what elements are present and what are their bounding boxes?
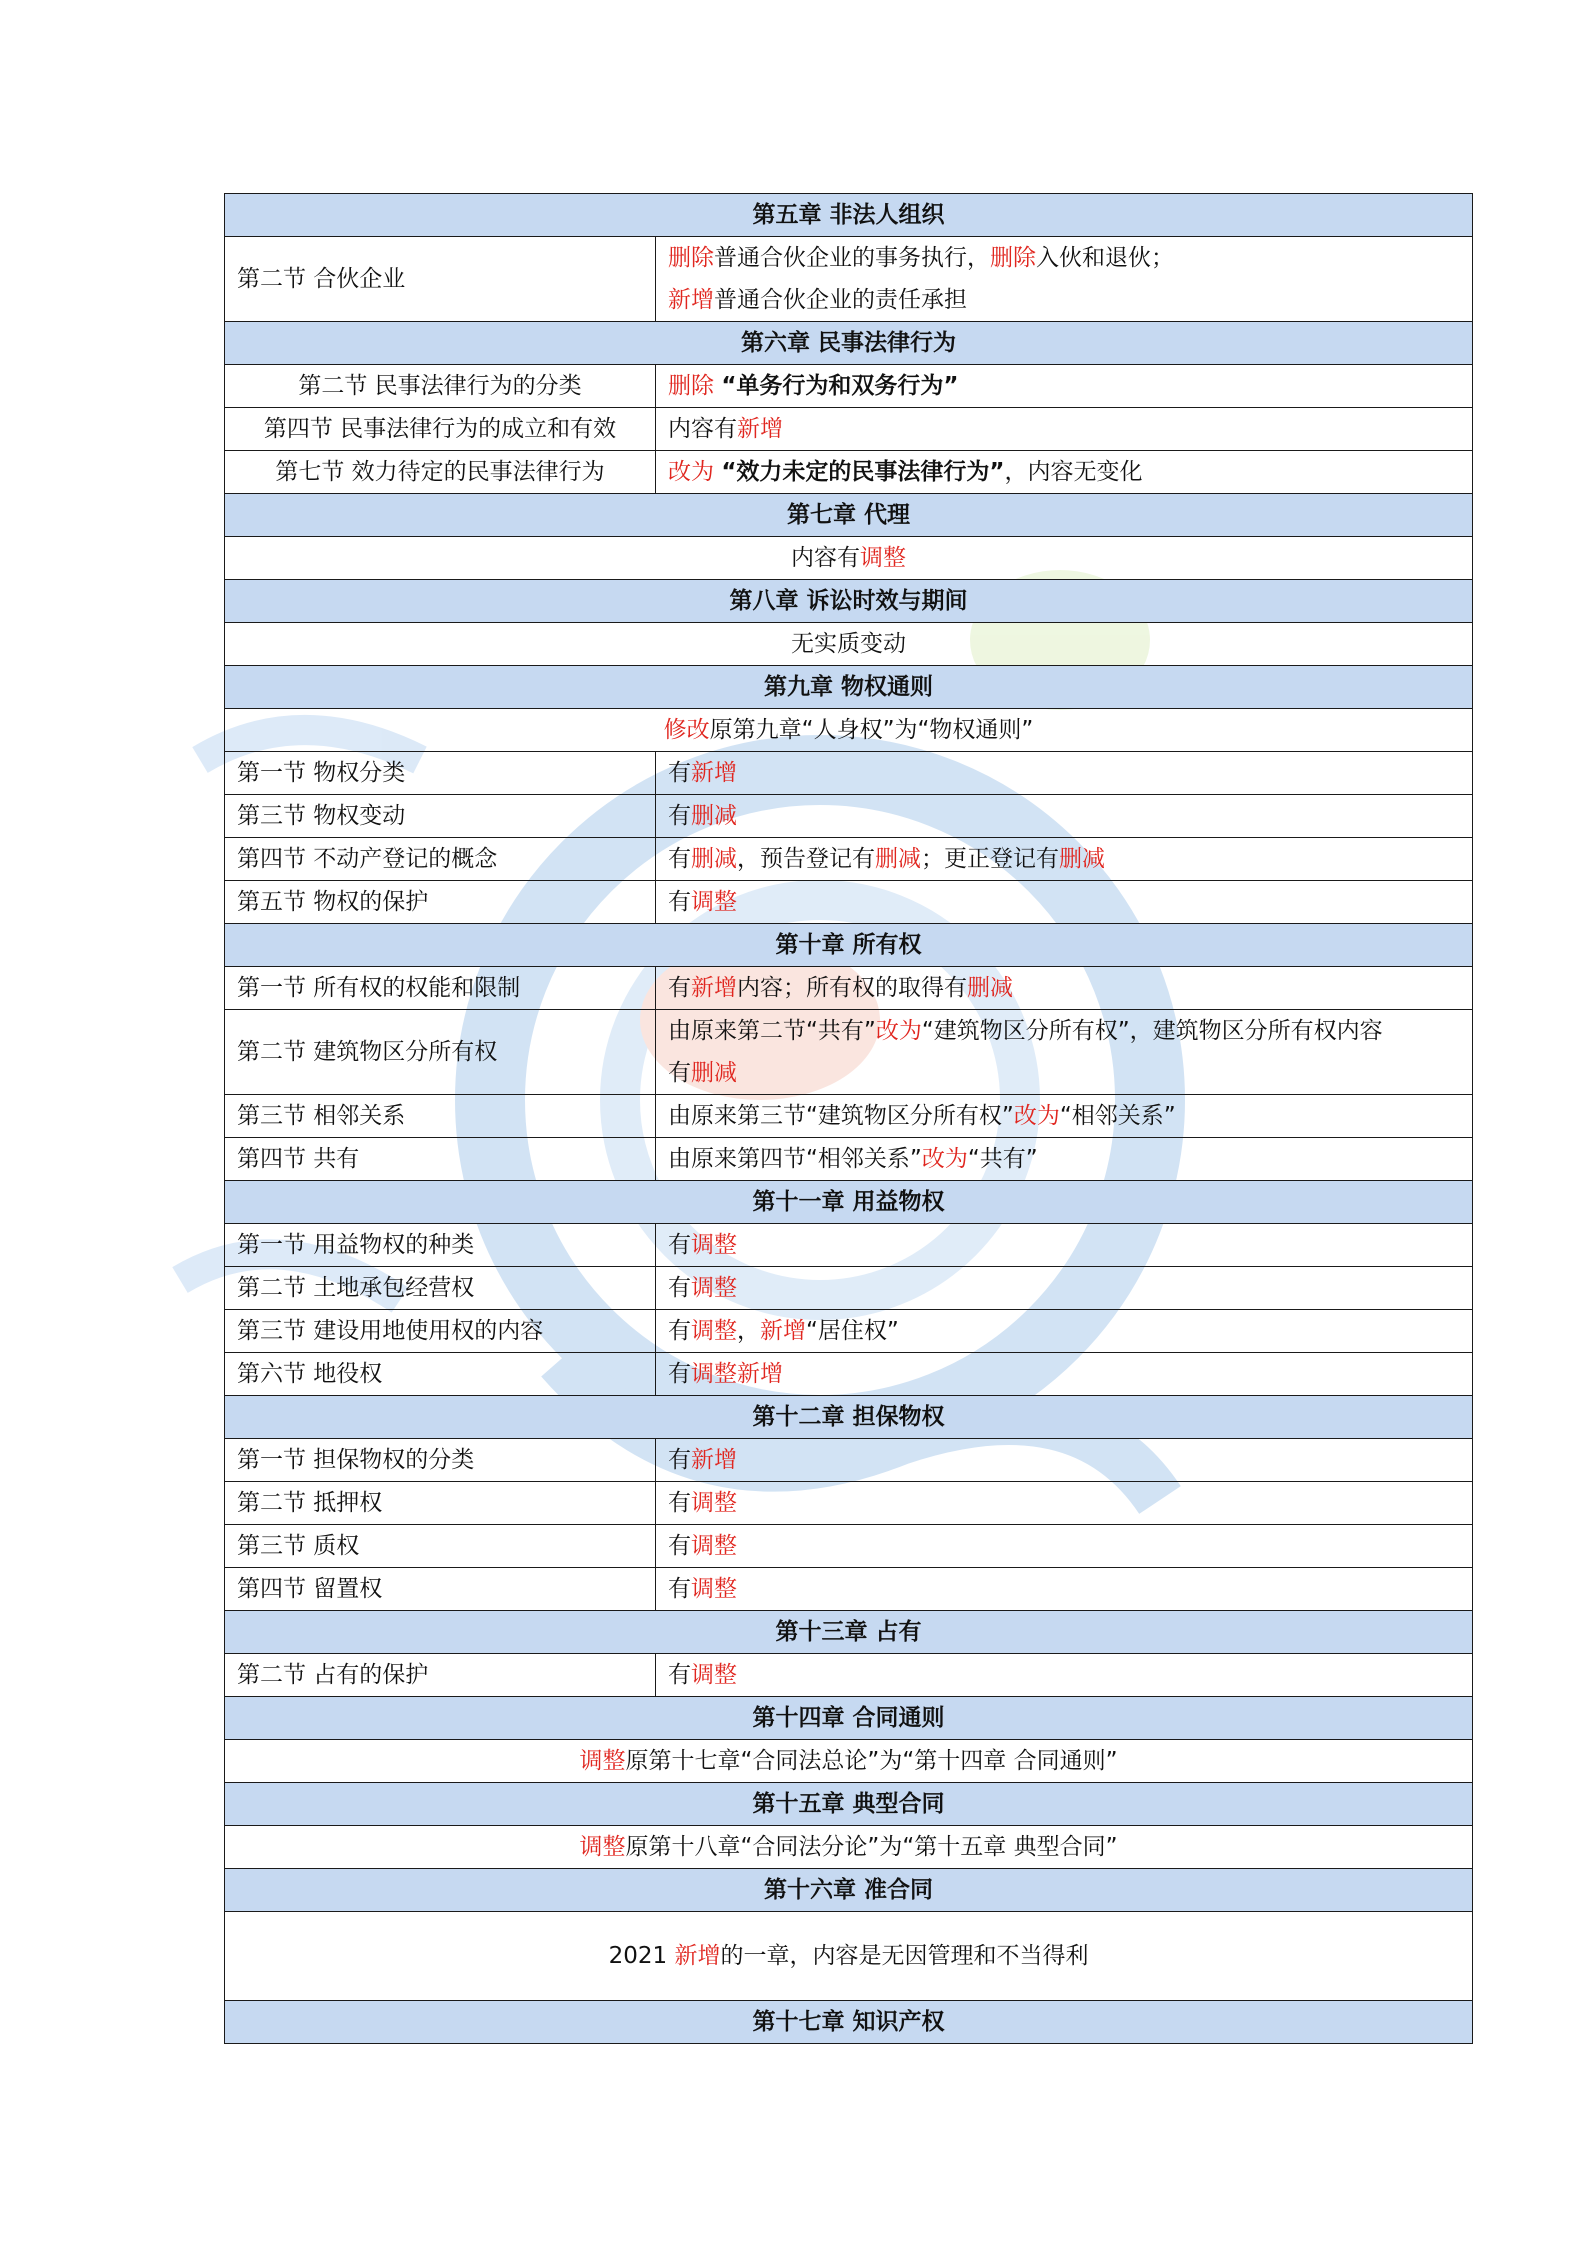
change-keyword: 删减 <box>875 846 921 872</box>
cell-text: 有 <box>668 1060 691 1086</box>
section-name: 第三节 相邻关系 <box>225 1095 656 1138</box>
section-row <box>225 451 1473 494</box>
section-name: 第三节 物权变动 <box>225 795 656 838</box>
section-row <box>225 838 1473 881</box>
cell-text: 原第九章“人身权”为“物权通则” <box>709 717 1034 743</box>
cell-text: ，预告登记有 <box>737 846 875 872</box>
chapter-title: 第八章 诉讼时效与期间 <box>225 580 1473 623</box>
change-line <box>668 279 1460 321</box>
chapter-header-row <box>225 494 1473 537</box>
section-name: 第六节 地役权 <box>225 1353 656 1396</box>
chapter-title: 第六章 民事法律行为 <box>225 322 1473 365</box>
section-row <box>225 1482 1473 1525</box>
section-name: 第一节 物权分类 <box>225 752 656 795</box>
cell-text: 普通合伙企业的事务执行， <box>714 245 990 271</box>
section-change <box>656 451 1473 494</box>
cell-text: “建筑物区分所有权”，建筑物区分所有权内容 <box>921 1018 1383 1044</box>
change-line <box>668 1525 1460 1567</box>
change-line <box>668 795 1460 837</box>
section-change <box>656 881 1473 924</box>
chapter-summary <box>225 537 1473 580</box>
chapter-header-row <box>225 666 1473 709</box>
cell-text: 有 <box>668 803 691 829</box>
section-change <box>656 1654 1473 1697</box>
change-line <box>668 838 1460 880</box>
chapter-summary <box>225 1740 1473 1783</box>
change-keyword: 删除 <box>668 373 714 399</box>
chapter-header-row <box>225 1611 1473 1654</box>
section-change <box>656 967 1473 1010</box>
section-change <box>656 1439 1473 1482</box>
change-keyword: 调整 <box>691 889 737 915</box>
change-keyword: 改为 <box>668 459 714 485</box>
section-name: 第三节 质权 <box>225 1525 656 1568</box>
cell-text: 内容有 <box>668 416 737 442</box>
change-keyword: 调整 <box>579 1834 626 1860</box>
chapter-title: 第十章 所有权 <box>225 924 1473 967</box>
chapter-summary-row <box>225 1826 1473 1869</box>
section-change <box>656 795 1473 838</box>
chapter-summary <box>225 709 1473 752</box>
change-keyword: 新增 <box>691 1447 737 1473</box>
section-row <box>225 1310 1473 1353</box>
chapter-header-row <box>225 1869 1473 1912</box>
cell-text: 有 <box>668 1447 691 1473</box>
change-keyword: 调整 <box>860 545 906 571</box>
chapter-summary <box>225 1826 1473 1869</box>
cell-text: 有 <box>668 760 691 786</box>
section-row <box>225 967 1473 1010</box>
chapter-header-row <box>225 1181 1473 1224</box>
cell-text: 有 <box>668 1662 691 1688</box>
section-change <box>656 1568 1473 1611</box>
cell-text: 内容；所有权的取得有 <box>737 975 967 1001</box>
section-change <box>656 1138 1473 1181</box>
change-line <box>668 967 1460 1009</box>
change-keyword: 调整 <box>691 1275 737 1301</box>
cell-text: 有 <box>668 1232 691 1258</box>
change-keyword: 调整 <box>579 1748 626 1774</box>
change-keyword: 调整 <box>691 1232 737 1258</box>
change-keyword: 删减 <box>691 803 737 829</box>
change-keyword: 调整 <box>691 1490 737 1516</box>
section-row <box>225 1654 1473 1697</box>
chapter-title: 第九章 物权通则 <box>225 666 1473 709</box>
chapter-header-row <box>225 2001 1473 2044</box>
change-line <box>668 365 1460 407</box>
section-name: 第二节 抵押权 <box>225 1482 656 1525</box>
cell-text: 的一章，内容是无因管理和不当得利 <box>720 1943 1089 1969</box>
section-row <box>225 408 1473 451</box>
cell-text: 有 <box>668 846 691 872</box>
cell-text: 有 <box>668 1361 691 1387</box>
section-row <box>225 752 1473 795</box>
cell-text: 有 <box>668 975 691 1001</box>
section-name: 第二节 建筑物区分所有权 <box>225 1010 656 1095</box>
section-change <box>656 1010 1473 1095</box>
section-name: 第二节 土地承包经营权 <box>225 1267 656 1310</box>
section-name: 第四节 共有 <box>225 1138 656 1181</box>
change-keyword: 删减 <box>1059 846 1105 872</box>
cell-text: 2021 <box>608 1943 675 1969</box>
section-row <box>225 1353 1473 1396</box>
section-change <box>656 1310 1473 1353</box>
chapter-title: 第十六章 准合同 <box>225 1869 1473 1912</box>
change-keyword: 删减 <box>967 975 1013 1001</box>
section-change <box>656 1224 1473 1267</box>
change-keyword: 调整 <box>691 1662 737 1688</box>
change-line <box>668 1654 1460 1696</box>
chapter-summary-row <box>225 709 1473 752</box>
change-line <box>668 752 1460 794</box>
change-keyword: 删除 <box>990 245 1036 271</box>
chapter-header-row <box>225 924 1473 967</box>
change-line <box>668 1568 1460 1610</box>
section-row <box>225 1138 1473 1181</box>
change-keyword: 改为 <box>1013 1103 1060 1129</box>
section-change <box>656 1095 1473 1138</box>
change-line <box>668 1052 1460 1094</box>
chapter-title: 第十七章 知识产权 <box>225 2001 1473 2044</box>
change-keyword: 修改 <box>663 717 710 743</box>
change-keyword: 新增 <box>737 416 783 442</box>
change-keyword: 调整 <box>691 1533 737 1559</box>
change-keyword: 新增 <box>668 287 714 313</box>
change-line <box>668 1138 1460 1180</box>
cell-text: ；更正登记有 <box>921 846 1059 872</box>
change-line <box>668 1310 1460 1352</box>
section-row <box>225 1525 1473 1568</box>
section-name: 第五节 物权的保护 <box>225 881 656 924</box>
cell-text: 由原来第二节“共有” <box>668 1018 876 1044</box>
chapter-title: 第十二章 担保物权 <box>225 1396 1473 1439</box>
change-keyword: 调整 <box>691 1576 737 1602</box>
cell-text: 原第十七章“合同法总论”为“第十四章 合同通则” <box>625 1748 1118 1774</box>
section-change <box>656 1353 1473 1396</box>
cell-text: “共有” <box>967 1146 1038 1172</box>
chapter-title: 第十四章 合同通则 <box>225 1697 1473 1740</box>
section-row <box>225 1267 1473 1310</box>
change-line <box>668 237 1460 279</box>
chapter-title: 第十五章 典型合同 <box>225 1783 1473 1826</box>
section-row <box>225 1439 1473 1482</box>
chapter-title: 第十三章 占有 <box>225 1611 1473 1654</box>
section-row <box>225 237 1473 322</box>
section-name: 第七节 效力待定的民事法律行为 <box>225 451 656 494</box>
change-line <box>668 408 1460 450</box>
cell-text: 由原来第四节“相邻关系” <box>668 1146 922 1172</box>
change-keyword: 新增 <box>691 975 737 1001</box>
cell-text: ， <box>737 1318 760 1344</box>
change-keyword: 删除 <box>668 245 714 271</box>
section-row <box>225 1224 1473 1267</box>
cell-text: 有 <box>668 1318 691 1344</box>
section-change <box>656 365 1473 408</box>
chapter-header-row <box>225 580 1473 623</box>
chapter-title: 第七章 代理 <box>225 494 1473 537</box>
section-name: 第一节 用益物权的种类 <box>225 1224 656 1267</box>
change-keyword: 调整新增 <box>691 1361 783 1387</box>
cell-text: 有 <box>668 889 691 915</box>
section-change <box>656 752 1473 795</box>
section-change <box>656 408 1473 451</box>
cell-text: 无实质变动 <box>791 631 906 657</box>
cell-text: “居住权” <box>806 1318 899 1344</box>
cell-text: 有 <box>668 1533 691 1559</box>
section-change <box>656 1482 1473 1525</box>
chapter-title: 第十一章 用益物权 <box>225 1181 1473 1224</box>
change-line <box>668 1267 1460 1309</box>
change-keyword: 新增 <box>674 1943 721 1969</box>
chapter-header-row <box>225 1396 1473 1439</box>
change-keyword: 删减 <box>691 1060 737 1086</box>
section-change <box>656 237 1473 322</box>
section-row <box>225 881 1473 924</box>
section-name: 第一节 所有权的权能和限制 <box>225 967 656 1010</box>
section-name: 第四节 民事法律行为的成立和有效 <box>225 408 656 451</box>
chapter-header-row <box>225 1697 1473 1740</box>
section-row <box>225 365 1473 408</box>
change-line <box>668 451 1460 493</box>
section-name: 第二节 民事法律行为的分类 <box>225 365 656 408</box>
section-row <box>225 1010 1473 1095</box>
section-change <box>656 1525 1473 1568</box>
cell-text: “相邻关系” <box>1059 1103 1176 1129</box>
chapter-summary-row <box>225 623 1473 666</box>
change-line <box>668 1353 1460 1395</box>
change-keyword: 新增 <box>691 760 737 786</box>
section-row <box>225 795 1473 838</box>
section-name: 第四节 留置权 <box>225 1568 656 1611</box>
change-line <box>668 1439 1460 1481</box>
section-row <box>225 1095 1473 1138</box>
section-name: 第一节 担保物权的分类 <box>225 1439 656 1482</box>
chapter-title: 第五章 非法人组织 <box>225 194 1473 237</box>
emphasis-text: “单务行为和双务行为” <box>721 373 959 399</box>
chapter-summary-row <box>225 537 1473 580</box>
cell-text: ，内容无变化 <box>1004 459 1143 485</box>
change-keyword: 改为 <box>875 1018 922 1044</box>
section-name: 第三节 建设用地使用权的内容 <box>225 1310 656 1353</box>
chapter-header-row <box>225 194 1473 237</box>
cell-text: 有 <box>668 1275 691 1301</box>
cell-text: 入伙和退伙； <box>1036 245 1174 271</box>
change-line <box>668 1010 1460 1052</box>
section-name: 第四节 不动产登记的概念 <box>225 838 656 881</box>
change-line <box>668 881 1460 923</box>
change-line <box>668 1482 1460 1524</box>
chapter-summary <box>225 623 1473 666</box>
section-row <box>225 1568 1473 1611</box>
chapter-header-row <box>225 1783 1473 1826</box>
section-change <box>656 838 1473 881</box>
cell-text: 原第十八章“合同法分论”为“第十五章 典型合同” <box>625 1834 1118 1860</box>
emphasis-text: “效力未定的民事法律行为” <box>721 459 1005 485</box>
cell-text: 普通合伙企业的责任承担 <box>714 287 967 313</box>
change-line <box>668 1095 1460 1137</box>
cell-text: 由原来第三节“建筑物区分所有权” <box>668 1103 1014 1129</box>
chapter-summary-row <box>225 1912 1473 2001</box>
cell-text: 内容有 <box>791 545 860 571</box>
chapter-header-row <box>225 322 1473 365</box>
chapter-summary <box>225 1912 1473 2001</box>
change-keyword: 调整 <box>691 1318 737 1344</box>
change-keyword: 删减 <box>691 846 737 872</box>
change-keyword: 改为 <box>921 1146 968 1172</box>
change-line <box>668 1224 1460 1266</box>
change-keyword: 新增 <box>760 1318 806 1344</box>
section-name: 第二节 占有的保护 <box>225 1654 656 1697</box>
curriculum-changes-table <box>224 193 1473 2044</box>
section-change <box>656 1267 1473 1310</box>
section-name: 第二节 合伙企业 <box>225 237 656 322</box>
cell-text: 有 <box>668 1576 691 1602</box>
chapter-summary-row <box>225 1740 1473 1783</box>
cell-text: 有 <box>668 1490 691 1516</box>
